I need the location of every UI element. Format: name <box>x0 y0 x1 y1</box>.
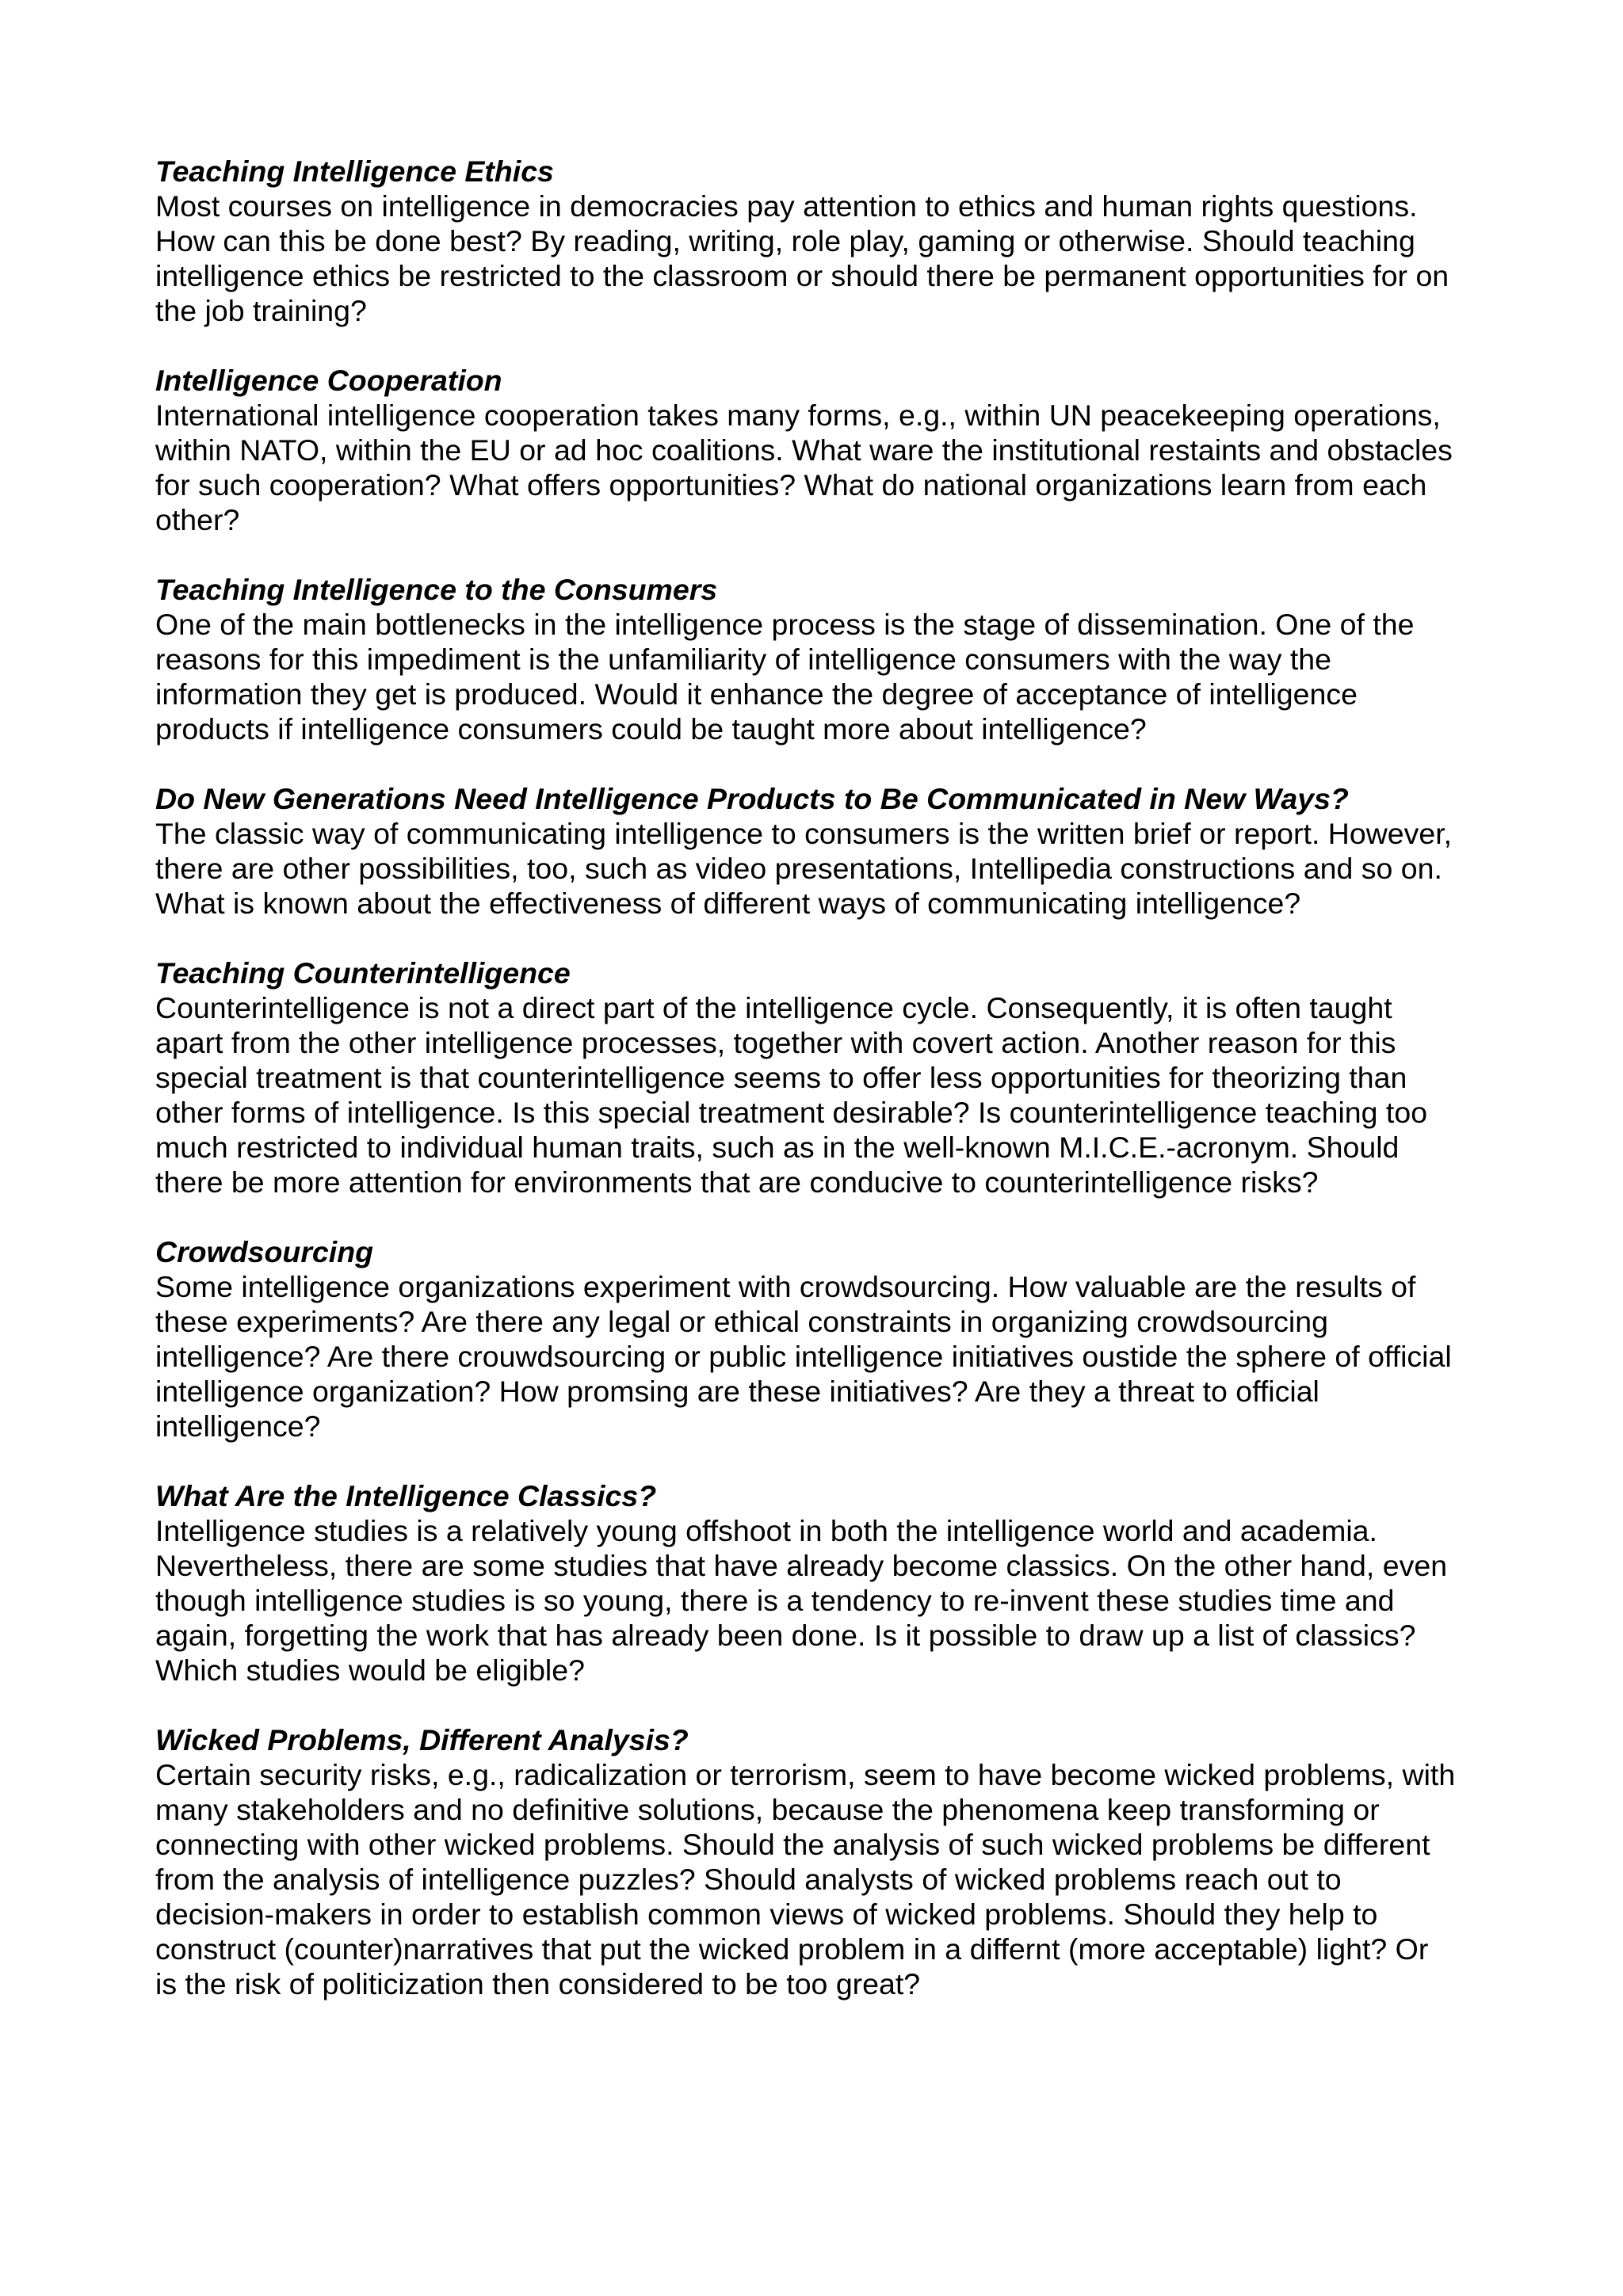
paragraph-line: again, forgetting the work that has already been done. Is it possible to draw up a list of classics? <box>155 1619 1416 1652</box>
paragraph-line: intelligence? <box>155 1409 321 1443</box>
paragraph-line: decision-makers in order to establish common views of wicked problems. Should they help to <box>155 1897 1378 1931</box>
section-paragraph <box>155 990 1503 1199</box>
section-heading: What Are the Intelligence Classics? <box>155 1479 657 1512</box>
paragraph-line: Some intelligence organizations experiment with crowdsourcing. How valuable are the results of <box>155 1270 1416 1303</box>
paragraph-line: the job training? <box>155 294 367 327</box>
section-wicked-problems <box>155 1722 1503 2001</box>
section-heading: Wicked Problems, Different Analysis? <box>155 1723 689 1756</box>
section-teaching-counterintelligence <box>155 955 1503 1199</box>
paragraph-line: many stakeholders and no definitive solutions, because the phenomena keep transforming or <box>155 1793 1380 1826</box>
paragraph-line: within NATO, within the EU or ad hoc coalitions. What ware the institutional restaints and obstacles <box>155 433 1453 467</box>
paragraph-line: from the analysis of intelligence puzzles? Should analysts of wicked problems reach out to <box>155 1863 1342 1896</box>
paragraph-line: is the risk of politicization then considered to be too great? <box>155 1967 921 2000</box>
paragraph-line: intelligence organization? How promsing are these initiatives? Are they a threat to official <box>155 1375 1319 1408</box>
paragraph-line: Intelligence studies is a relatively young offshoot in both the intelligence world and academia. <box>155 1514 1377 1547</box>
paragraph-line: other? <box>155 503 240 536</box>
paragraph-line: Counterintelligence is not a direct part of the intelligence cycle. Consequently, it is often taught <box>155 991 1392 1024</box>
section-heading: Teaching Intelligence Ethics <box>155 154 554 188</box>
paragraph-line: The classic way of communicating intelligence to consumers is the written brief or report. However, <box>155 817 1453 850</box>
paragraph-line: there be more attention for environments that are conducive to counterintelligence risks? <box>155 1165 1319 1199</box>
section-teaching-intelligence-consumers <box>155 572 1503 746</box>
section-paragraph <box>155 607 1503 746</box>
document-page <box>155 154 1503 2036</box>
paragraph-line: How can this be done best? By reading, writing, role play, gaming or otherwise. Should teaching <box>155 224 1415 257</box>
paragraph-line: Nevertheless, there are some studies that have already become classics. On the other hand, even <box>155 1549 1448 1582</box>
section-heading: Teaching Counterintelligence <box>155 956 571 990</box>
paragraph-line: International intelligence cooperation takes many forms, e.g., within UN peacekeeping operations, <box>155 399 1441 432</box>
section-heading: Do New Generations Need Intelligence Products to Be Communicated in New Ways? <box>155 782 1349 815</box>
section-intelligence-classics <box>155 1478 1503 1688</box>
section-heading: Teaching Intelligence to the Consumers <box>155 573 718 606</box>
paragraph-line: other forms of intelligence. Is this special treatment desirable? Is counterintelligence teaching too <box>155 1096 1428 1129</box>
paragraph-line: these experiments? Are there any legal or ethical constraints in organizing crowdsourcing <box>155 1305 1328 1338</box>
paragraph-line: One of the main bottlenecks in the intelligence process is the stage of dissemination. One of the <box>155 608 1415 641</box>
paragraph-line: What is known about the effectiveness of different ways of communicating intelligence? <box>155 887 1301 920</box>
paragraph-line: much restricted to individual human traits, such as in the well-known M.I.C.E.-acronym. Should <box>155 1131 1400 1164</box>
paragraph-line: for such cooperation? What offers opportunities? What do national organizations learn from each <box>155 468 1427 502</box>
section-paragraph <box>155 1269 1503 1444</box>
section-paragraph <box>155 398 1503 537</box>
paragraph-line: special treatment is that counterintelligence seems to offer less opportunities for theorizing than <box>155 1061 1407 1094</box>
section-intelligence-cooperation <box>155 363 1503 537</box>
paragraph-line: connecting with other wicked problems. Should the analysis of such wicked problems be different <box>155 1828 1430 1861</box>
section-heading: Crowdsourcing <box>155 1235 374 1268</box>
paragraph-line: intelligence? Are there crouwdsourcing or public intelligence initiatives oustide the sphere of official <box>155 1340 1452 1373</box>
paragraph-line: apart from the other intelligence processes, together with covert action. Another reason for this <box>155 1026 1396 1059</box>
paragraph-line: intelligence ethics be restricted to the classroom or should there be permanent opportunities for on <box>155 259 1449 292</box>
paragraph-line: Certain security risks, e.g., radicalization or terrorism, seem to have become wicked problems, with <box>155 1758 1456 1791</box>
paragraph-line: Which studies would be eligible? <box>155 1653 585 1687</box>
section-heading: Intelligence Cooperation <box>155 364 502 397</box>
paragraph-line: reasons for this impediment is the unfamiliarity of intelligence consumers with the way the <box>155 643 1332 676</box>
paragraph-line: products if intelligence consumers could be taught more about intelligence? <box>155 712 1147 746</box>
paragraph-line: Most courses on intelligence in democracies pay attention to ethics and human rights questions. <box>155 189 1418 223</box>
section-paragraph <box>155 189 1503 328</box>
paragraph-line: though intelligence studies is so young, there is a tendency to re-invent these studies time and <box>155 1584 1395 1617</box>
section-crowdsourcing <box>155 1234 1503 1444</box>
section-new-generations <box>155 781 1503 921</box>
section-paragraph <box>155 1513 1503 1688</box>
section-teaching-intelligence-ethics <box>155 154 1503 328</box>
section-paragraph <box>155 1757 1503 2001</box>
paragraph-line: there are other possibilities, too, such as video presentations, Intellipedia constructions and so on. <box>155 852 1442 885</box>
paragraph-line: information they get is produced. Would it enhance the degree of acceptance of intelligence <box>155 677 1358 711</box>
section-paragraph <box>155 816 1503 921</box>
paragraph-line: construct (counter)narratives that put the wicked problem in a differnt (more acceptable) light? Or <box>155 1932 1429 1966</box>
